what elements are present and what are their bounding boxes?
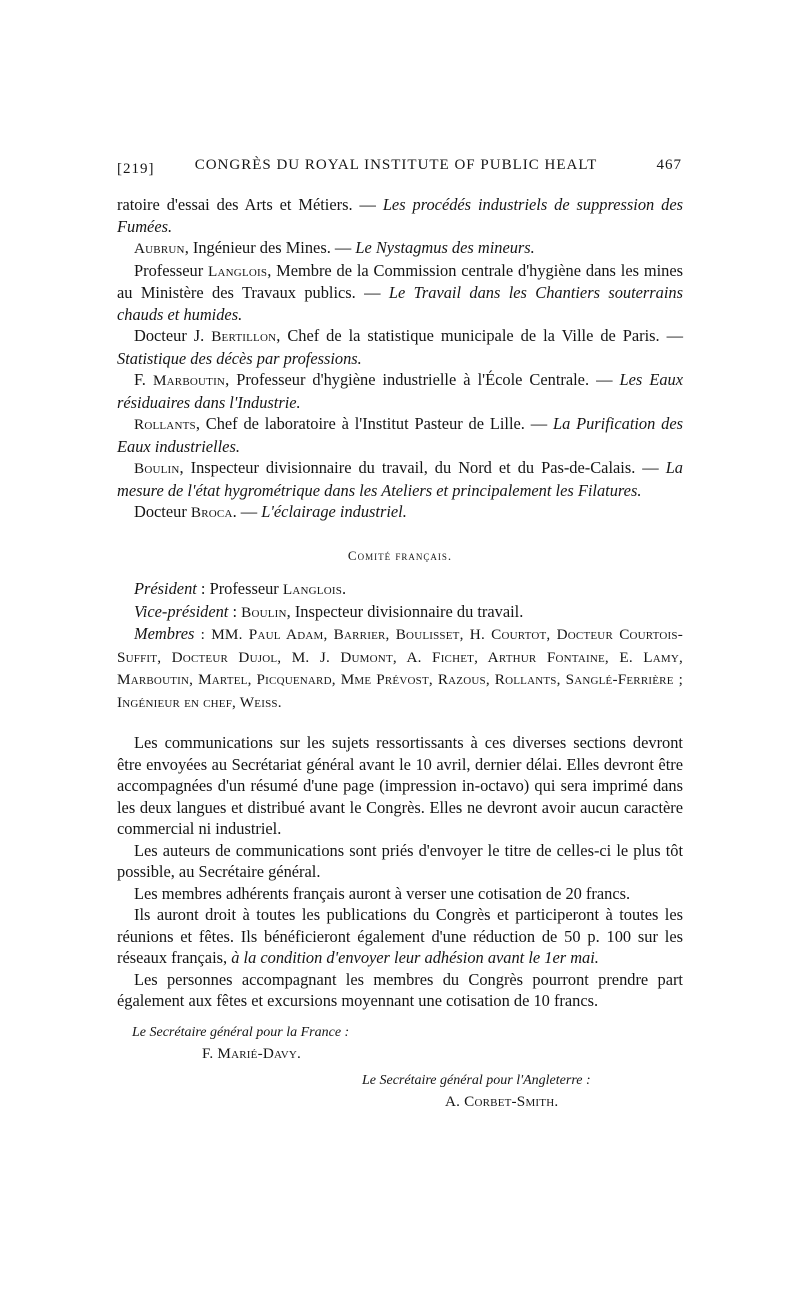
page-reference: [219] (117, 161, 155, 177)
signature-angleterre-name: A. Corbet-Smith. (445, 1093, 559, 1110)
section-heading-comite: Comité français. (347, 547, 453, 563)
paragraph-cotisation: Les membres adhérents français auront à verser une cotisation de 20 francs. (134, 883, 631, 903)
paragraph-titles: Les auteurs de communications sont priés d'envoyer le titre de celles-ci le plus tôt possible, au Secrétaire général. (117, 840, 683, 881)
entry-broca: Docteur Broca. — L'éclairage industriel. (134, 502, 407, 521)
signature-angleterre-title: Le Secrétaire général pour l'Angleterre : (362, 1072, 591, 1088)
president-line: Président : Professeur Langlois. (134, 579, 347, 598)
running-title: CONGRÈS DU ROYAL INSTITUTE OF PUBLIC HEALT (194, 157, 598, 173)
page-number: 467 (656, 157, 682, 173)
vice-president-line: Vice-président : Boulin, Inspecteur divisionnaire du travail. (134, 601, 524, 621)
signature-angleterre (117, 1070, 683, 1114)
entry-rollants: Rollants, Chef de laboratoire à l'Institut Pasteur de Lille. — La Purification des Eaux industrielles. (117, 414, 683, 456)
paragraph-accompagnants: Les personnes accompagnant les membres du Congrès pourront prendre part également aux fêtes et excursions moyennant une cotisation de 10 francs. (117, 969, 683, 1010)
signature-france (117, 1022, 683, 1066)
entry-continuation: ratoire d'essai des Arts et Métiers. — Les procédés industriels de suppression des Fumées. (117, 195, 683, 236)
entry-bertillon: Docteur J. Bertillon, Chef de la statistique municipale de la Ville de Paris. — Statistique des décès par professions. (117, 326, 684, 368)
signature-france-name: F. Marié-Davy. (202, 1045, 302, 1062)
body-text (117, 194, 683, 1114)
entry-langlois: Professeur Langlois, Membre de la Commission centrale d'hygiène dans les mines au Ministère des Travaux publics. — Le Travail dans les Chantiers souterrains chauds et humides. (117, 260, 683, 324)
running-header (117, 157, 682, 181)
members-list: Membres : MM. Paul Adam, Barrier, Boulisset, H. Courtot, Docteur Courtois-Suffit, Docteur Dujol, M. J. Dumont, A. Fichet, Arthur Fontaine, E. Lamy, Marboutin, Martel, Picquenard, Mme Prévost, Razous, Rollants, Sanglé-Ferrière ; Ingénieur en chef, Weiss. (117, 624, 683, 711)
paragraph-droits: Ils auront droit à toutes les publications du Congrès et participeront à toutes les réunions et fêtes. Ils bénéficieront également d'une réduction de 50 p. 100 sur les réseaux français, à la condition d'envoyer leur adhésion avant le 1er mai. (117, 905, 683, 967)
paragraph-communications: Les communications sur les sujets ressortissants à ces diverses sections devront être envoyées au Secrétariat général avant le 10 avril, dernier délai. Elles devront être accompagnées d'un résumé d'une page (impression in-octavo) qui sera imprimé dans les deux langues et distribué avant le Congrès. Elles ne devront avoir aucun caractère commercial ni industriel. (117, 733, 683, 838)
entry-boulin: Boulin, Inspecteur divisionnaire du travail, du Nord et du Pas-de-Calais. — La mesure de l'état hygrométrique dans les Ateliers et principalement les Filatures. (117, 458, 683, 500)
signature-france-title: Le Secrétaire général pour la France : (132, 1024, 350, 1040)
entry-aubrun: Aubrun, Ingénieur des Mines. — Le Nystagmus des mineurs. (134, 238, 535, 257)
entry-marboutin: F. Marboutin, Professeur d'hygiène industrielle à l'École Centrale. — Les Eaux résiduaires dans l'Industrie. (117, 370, 683, 412)
